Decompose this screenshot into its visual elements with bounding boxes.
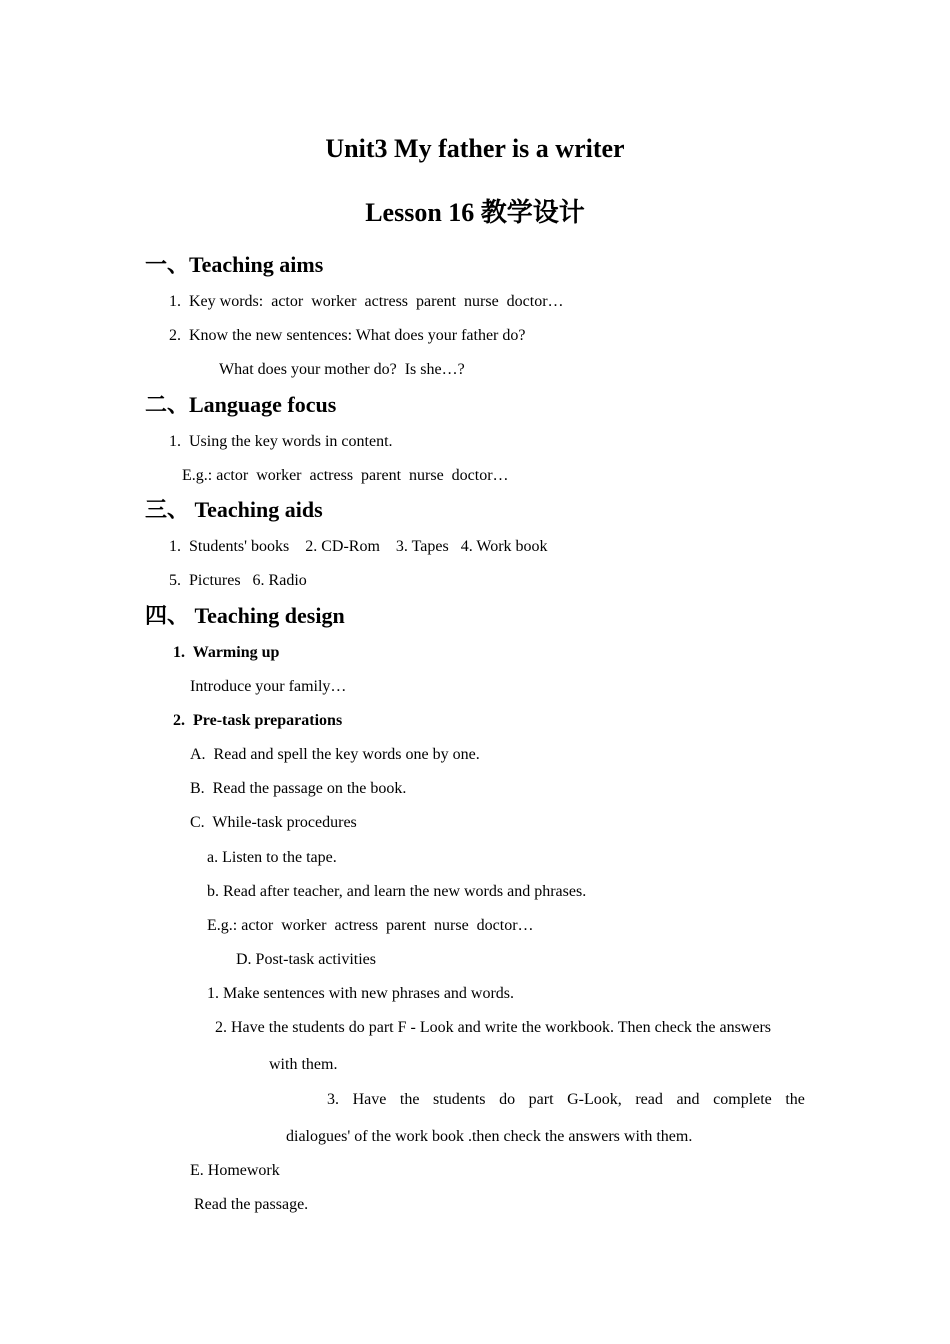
list-item: E.g.: actor worker actress parent nurse doctor… [207,917,534,934]
list-item: b. Read after teacher, and learn the new words and phrases. [207,883,587,900]
list-item: C. While-task procedures [190,814,357,831]
list-item: 1. Key words: actor worker actress parent nurse doctor… [169,293,564,310]
document-title: Unit3 My father is a writer [325,134,625,163]
word: read [635,1091,663,1108]
section-heading-language-focus: 二、Language focus [145,392,337,417]
word: students [433,1091,486,1108]
list-item: E. Homework [190,1162,280,1179]
list-item-continuation: with them. [269,1056,338,1073]
list-item: 1. Using the key words in content. [169,433,393,450]
subsection-heading: 2. Pre-task preparations [173,712,343,729]
list-item: 2. Have the students do part F - Look and write the workbook. Then check the answers [215,1019,772,1036]
word: part [528,1091,554,1108]
word: the [399,1091,420,1108]
paragraph-line: Introduce your family… [190,678,347,695]
section-heading-teaching-aims: 一、Teaching aims [145,252,324,277]
document-subtitle: Lesson 16 教学设计 [365,198,585,227]
word: Have [352,1091,387,1108]
justified-line [327,1092,805,1108]
word: and [676,1091,700,1108]
word: complete [713,1091,772,1108]
list-item: 1. Students' books 2. CD-Rom 3. Tapes 4. Work book [169,538,548,555]
list-item: What does your mother do? Is she…? [219,361,465,378]
subsection-heading: 1. Warming up [173,644,280,661]
list-item: 2. Know the new sentences: What does your father do? [169,327,526,344]
word: 3. [327,1091,339,1108]
list-item: E.g.: actor worker actress parent nurse doctor… [182,467,509,484]
list-item-continuation: dialogues' of the work book .then check the answers with them. [286,1128,693,1145]
word: G-Look, [567,1091,622,1108]
section-heading-teaching-aids: 三、 Teaching aids [145,497,323,522]
list-item: A. Read and spell the key words one by one. [190,746,480,763]
list-item: a. Listen to the tape. [207,849,337,866]
list-item: D. Post-task activities [236,951,376,968]
list-item: B. Read the passage on the book. [190,780,407,797]
list-item: 5. Pictures 6. Radio [169,572,307,589]
list-item: 1. Make sentences with new phrases and words. [207,985,515,1002]
paragraph-line: Read the passage. [194,1196,309,1213]
section-heading-teaching-design: 四、 Teaching design [145,603,345,628]
word: the [785,1091,805,1108]
word: do [499,1091,516,1108]
